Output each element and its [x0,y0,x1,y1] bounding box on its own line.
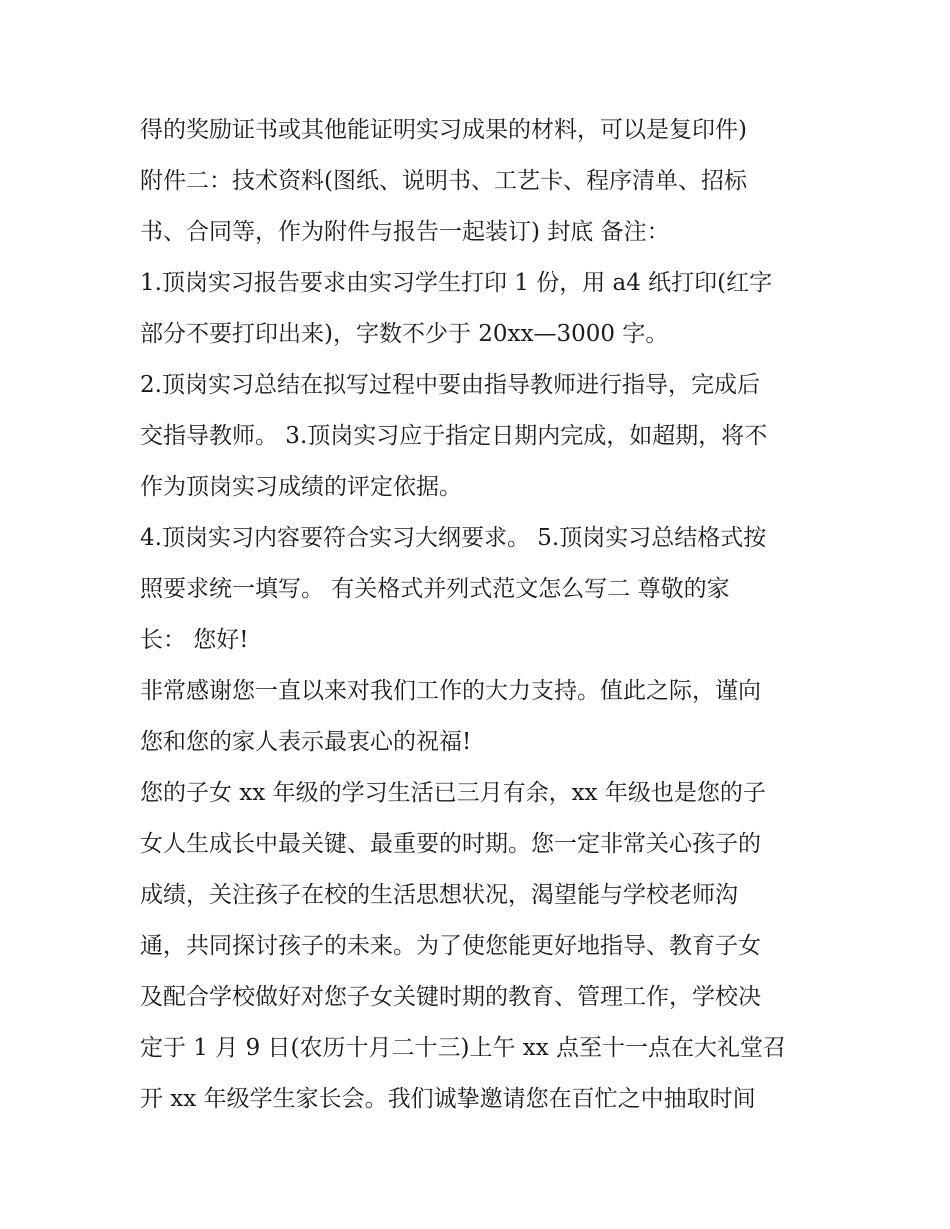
text-line: 部分不要打印出来)，字数不少于 20xx—3000 字。 [140,321,669,347]
text-line: 成绩，关注孩子在校的生活思想状况，渴望能与学校老师沟 [140,882,738,908]
text-line: 作为顶岗实习成绩的评定依据。 [140,474,462,500]
text-line: 定于 1 月 9 日(农历十月二十三)上午 xx 点至十一点在大礼堂召 [140,1035,787,1061]
text-line: 通，共同探讨孩子的未来。为了使您能更好地指导、教育子女 [140,933,761,959]
text-line: 得的奖励证书或其他能证明实习成果的材料，可以是复印件) [140,117,747,143]
text-line: 2.顶岗实习总结在拟写过程中要由指导教师进行指导，完成后 [140,372,760,398]
text-line: 长： 您好! [140,627,249,653]
text-line: 书、合同等，作为附件与报告一起装订) 封底 备注： [140,219,670,245]
text-line: 4.顶岗实习内容要符合实习大纲要求。 5.顶岗实习总结格式按 [140,525,767,551]
text-line: 1.顶岗实习报告要求由实习学生打印 1 份，用 a4 纸打印(红字 [140,270,773,296]
text-line: 您的子女 xx 年级的学习生活已三月有余，xx 年级也是您的子 [140,780,766,806]
document-body [140,105,820,1125]
text-line: 女人生成长中最关键、最重要的时期。您一定非常关心孩子的 [140,831,761,857]
text-line: 交指导教师。 3.顶岗实习应于指定日期内完成，如超期，将不 [140,423,768,449]
text-line: 非常感谢您一直以来对我们工作的大力支持。值此之际，谨向 [140,678,761,704]
text-line: 附件二：技术资料(图纸、说明书、工艺卡、程序清单、招标 [140,168,747,194]
text-line: 开 xx 年级学生家长会。我们诚挚邀请您在百忙之中抽取时间 [140,1086,756,1112]
text-line: 及配合学校做好对您子女关键时期的教育、管理工作，学校决 [140,984,761,1010]
text-line: 您和您的家人表示最衷心的祝福! [140,729,472,755]
text-line: 照要求统一填写。 有关格式并列式范文怎么写二 尊敬的家 [140,576,730,602]
